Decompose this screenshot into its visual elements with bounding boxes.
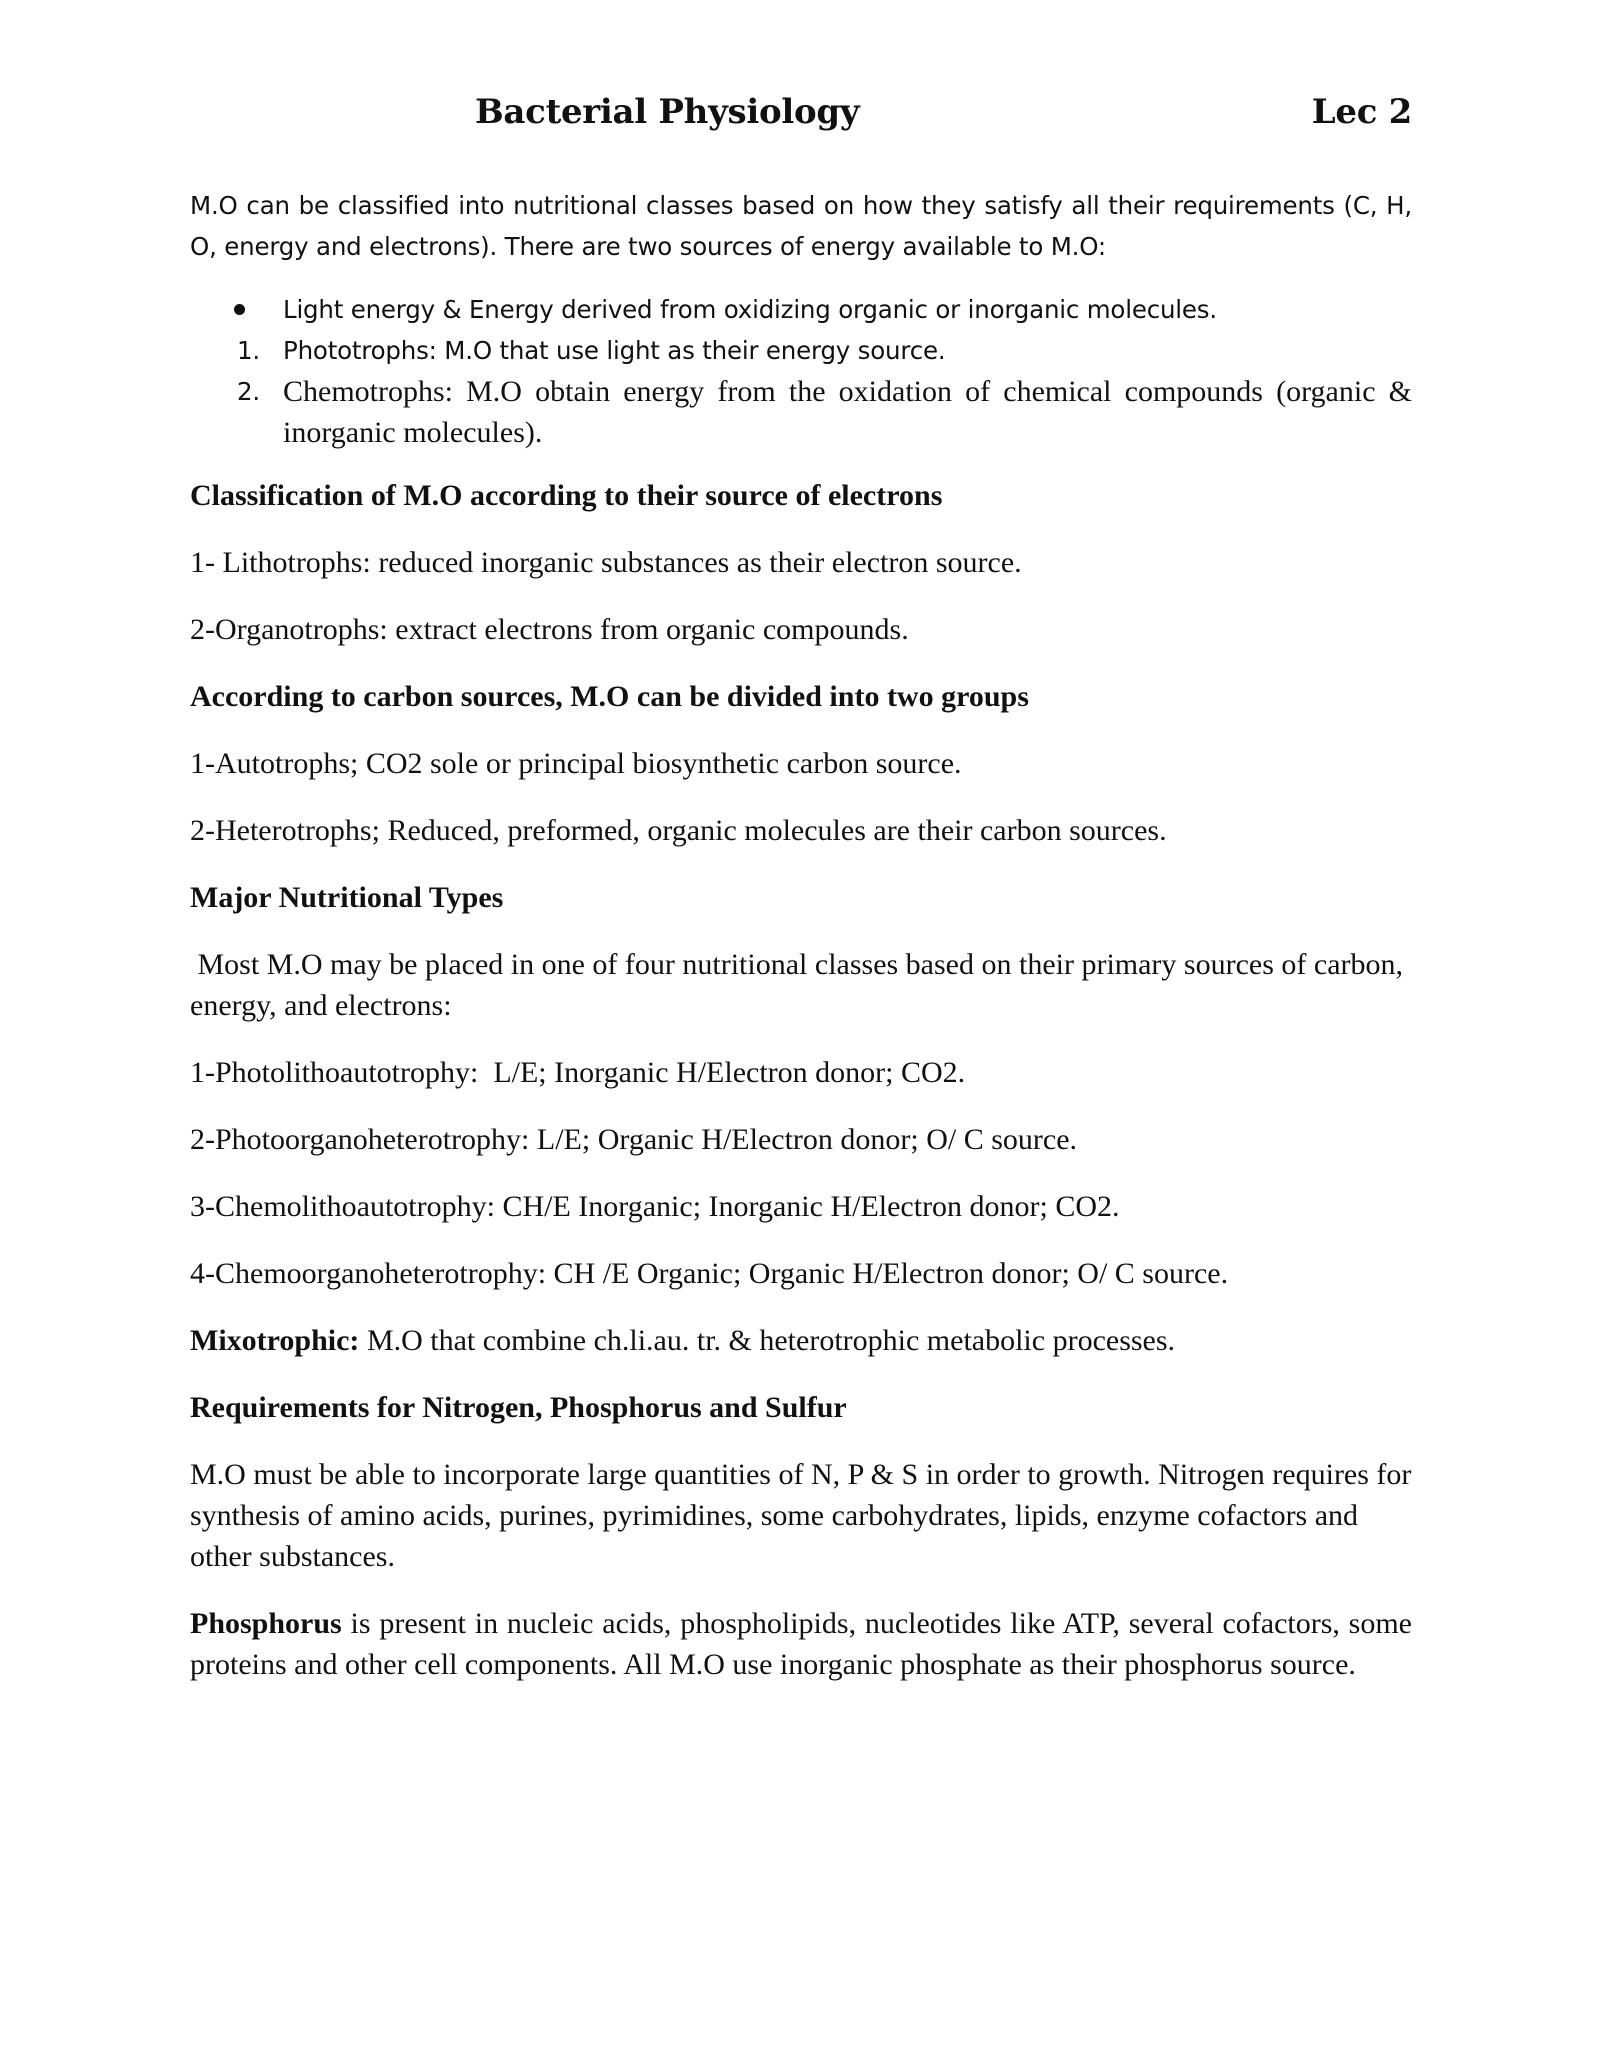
section-heading: Major Nutritional Types [190, 881, 504, 914]
paragraph: 3-Chemolithoautotrophy: CH/E Inorganic; Inorganic H/Electron donor; CO2. [190, 1190, 1120, 1223]
paragraph: Most M.O may be placed in one of four nutritional classes based on their primary sources of carbon, energy, and electrons: [190, 948, 1411, 1022]
paragraph: 2-Heterotrophs; Reduced, preformed, organic molecules are their carbon sources. [190, 814, 1167, 847]
lecture-number: Lec 2 [1311, 92, 1412, 132]
section-heading: Requirements for Nitrogen, Phosphorus and Sulfur [190, 1391, 847, 1424]
section-heading: According to carbon sources, M.O can be divided into two groups [190, 680, 1029, 713]
list-item [190, 289, 1412, 330]
list-item-text: Phototrophs: M.O that use light as their energy source. [283, 336, 946, 365]
list-item-text: Light energy & Energy derived from oxidizing organic or inorganic molecules. [283, 295, 1217, 324]
term-definition: M.O that combine ch.li.au. tr. & heterotrophic metabolic processes. [359, 1324, 1176, 1357]
paragraph: M.O must be able to incorporate large quantities of N, P & S in order to growth. Nitrogen requires for synthesis of amino acids, purines, pyrimidines, some carbohydrates, lipids, enzyme cofactors and other substances. [190, 1458, 1412, 1573]
intro-paragraph: M.O can be classified into nutritional classes based on how they satisfy all their requirements (C, H, O, energy and electrons). There are two sources of energy available to M.O: [190, 191, 1412, 261]
list-item-text: Chemotrophs: M.O obtain energy from the oxidation of chemical compounds (organic & inorganic molecules). [283, 375, 1412, 449]
paragraph: 1-Autotrophs; CO2 sole or principal biosynthetic carbon source. [190, 747, 962, 780]
list-item-number: 2. [237, 377, 260, 406]
section-heading: Classification of M.O according to their source of electrons [190, 479, 943, 512]
document-title: Bacterial Physiology [475, 92, 860, 132]
mixotrophic-paragraph [190, 1320, 1412, 1361]
paragraph: 2-Organotrophs: extract electrons from organic compounds. [190, 613, 909, 646]
term-label: Phosphorus [190, 1607, 342, 1640]
bullet-icon [234, 304, 245, 315]
term-definition: is present in nucleic acids, phospholipids, nucleotides like ATP, several cofactors, some proteins and other cell components. All M.O use inorganic phosphate as their phosphorus source. [190, 1607, 1412, 1681]
energy-sources-list [190, 289, 1412, 453]
list-item [190, 330, 1412, 371]
paragraph: 2-Photoorganoheterotrophy: L/E; Organic H/Electron donor; O/ C source. [190, 1123, 1078, 1156]
term-label: Mixotrophic: [190, 1324, 360, 1357]
paragraph: 1-Photolithoautotrophy: L/E; Inorganic H/Electron donor; CO2. [190, 1056, 966, 1089]
paragraph: 4-Chemoorganoheterotrophy: CH /E Organic; Organic H/Electron donor; O/ C source. [190, 1257, 1229, 1290]
phosphorus-paragraph [190, 1603, 1412, 1685]
document-body [190, 185, 1412, 1711]
list-item [190, 371, 1412, 453]
paragraph: 1- Lithotrophs: reduced inorganic substances as their electron source. [190, 546, 1022, 579]
list-item-number: 1. [237, 336, 260, 365]
